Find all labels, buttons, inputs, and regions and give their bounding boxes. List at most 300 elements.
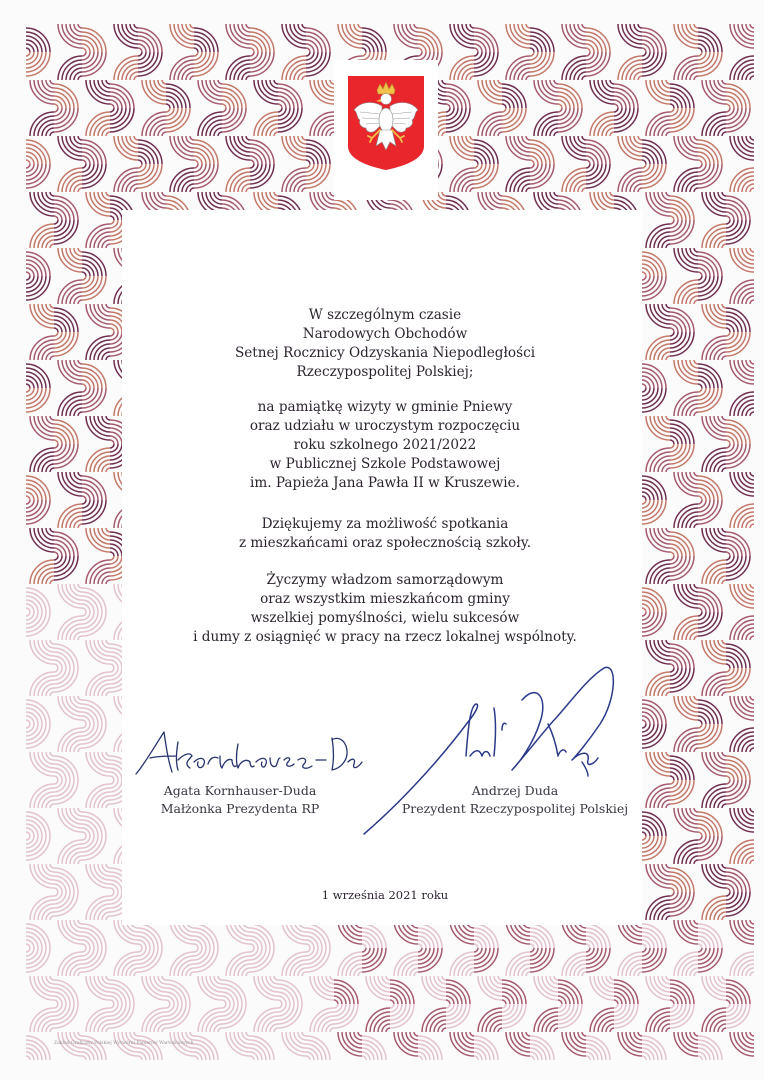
border-arc-tile bbox=[362, 948, 386, 972]
border-arc-tile bbox=[306, 140, 330, 164]
border-arc-tile bbox=[254, 976, 278, 1000]
border-arc-tile bbox=[82, 52, 106, 76]
border-arc-tile bbox=[450, 136, 474, 160]
border-arc-tile bbox=[618, 168, 642, 192]
border-arc-tile bbox=[730, 952, 754, 976]
border-arc-tile bbox=[726, 556, 750, 580]
text-block-thanks bbox=[150, 515, 620, 553]
border-arc-tile bbox=[226, 952, 250, 976]
border-arc-tile bbox=[394, 952, 418, 976]
border-arc-tile bbox=[58, 920, 82, 944]
border-arc-tile bbox=[646, 112, 670, 136]
border-arc-tile bbox=[58, 472, 82, 496]
border-arc-tile bbox=[450, 56, 474, 80]
border-arc-tile bbox=[618, 952, 642, 976]
border-arc-tile bbox=[58, 696, 82, 720]
border-arc-tile bbox=[646, 784, 670, 808]
border-arc-tile bbox=[194, 164, 218, 188]
border-arc-tile bbox=[58, 360, 82, 384]
border-arc-tile bbox=[250, 28, 274, 52]
border-arc-tile bbox=[702, 448, 726, 472]
border-arc-tile bbox=[170, 56, 194, 80]
border-arc-tile bbox=[562, 24, 586, 48]
border-arc-tile bbox=[30, 416, 54, 440]
border-arc-tile bbox=[530, 948, 554, 972]
border-arc-tile bbox=[86, 560, 110, 584]
border-arc-tile bbox=[54, 644, 78, 668]
border-arc-tile bbox=[670, 532, 694, 556]
border-arc-tile bbox=[58, 728, 82, 752]
border-arc-tile bbox=[82, 500, 106, 524]
border-arc-tile bbox=[362, 28, 386, 52]
border-arc-tile bbox=[310, 1008, 334, 1032]
border-arc-tile bbox=[26, 476, 50, 500]
border-arc-tile bbox=[586, 924, 610, 948]
border-arc-tile bbox=[86, 448, 110, 472]
border-arc-tile bbox=[698, 588, 722, 612]
border-arc-tile bbox=[366, 1008, 390, 1032]
border-arc-tile bbox=[478, 80, 502, 104]
text-line: i dumy z osiągnięć w pracy na rzecz lokalnej wspólnoty. bbox=[193, 629, 577, 645]
border-arc-tile bbox=[198, 80, 222, 104]
border-arc-tile bbox=[250, 140, 274, 164]
border-arc-tile bbox=[170, 952, 194, 976]
border-arc-tile bbox=[698, 1036, 722, 1060]
border-arc-tile bbox=[26, 388, 50, 412]
border-arc-tile bbox=[646, 1008, 670, 1032]
border-arc-tile bbox=[26, 164, 50, 188]
border-arc-tile bbox=[562, 168, 586, 192]
border-arc-tile bbox=[698, 388, 722, 412]
border-arc-tile bbox=[250, 1036, 274, 1060]
border-arc-tile bbox=[702, 560, 726, 584]
border-arc-tile bbox=[646, 416, 670, 440]
text-line: Życzymy władzom samorządowym bbox=[266, 572, 504, 588]
border-arc-tile bbox=[698, 476, 722, 500]
border-arc-tile bbox=[166, 1004, 190, 1028]
border-arc-tile bbox=[226, 56, 250, 80]
border-arc-tile bbox=[30, 784, 54, 808]
border-arc-tile bbox=[586, 140, 610, 164]
border-arc-tile bbox=[642, 836, 666, 860]
border-arc-tile bbox=[506, 136, 530, 160]
border-arc-tile bbox=[26, 364, 50, 388]
border-arc-tile bbox=[670, 220, 694, 244]
border-arc-tile bbox=[310, 112, 334, 136]
border-arc-tile bbox=[254, 80, 278, 104]
border-arc-tile bbox=[446, 1004, 470, 1028]
border-arc-tile bbox=[670, 556, 694, 580]
border-arc-tile bbox=[726, 780, 750, 804]
border-arc-tile bbox=[306, 164, 330, 188]
border-arc-tile bbox=[30, 528, 54, 552]
border-arc-tile bbox=[730, 360, 754, 384]
border-arc-tile bbox=[474, 52, 498, 76]
border-arc-tile bbox=[82, 164, 106, 188]
border-arc-tile bbox=[30, 192, 54, 216]
border-arc-tile bbox=[506, 952, 530, 976]
border-arc-tile bbox=[26, 1036, 50, 1060]
border-arc-tile bbox=[110, 84, 134, 108]
border-arc-tile bbox=[590, 1008, 614, 1032]
border-arc-tile bbox=[334, 1004, 358, 1028]
border-arc-tile bbox=[698, 812, 722, 836]
border-arc-tile bbox=[534, 112, 558, 136]
border-arc-tile bbox=[54, 668, 78, 692]
border-arc-tile bbox=[278, 1004, 302, 1028]
border-arc-tile bbox=[54, 84, 78, 108]
border-arc-tile bbox=[194, 140, 218, 164]
border-arc-tile bbox=[222, 108, 246, 132]
border-arc-tile bbox=[58, 616, 82, 640]
border-arc-tile bbox=[702, 896, 726, 920]
border-arc-tile bbox=[698, 164, 722, 188]
border-arc-tile bbox=[450, 24, 474, 48]
border-arc-tile bbox=[86, 976, 110, 1000]
border-arc-tile bbox=[30, 896, 54, 920]
border-arc-tile bbox=[646, 672, 670, 696]
border-arc-tile bbox=[86, 640, 110, 664]
border-arc-tile bbox=[422, 1008, 446, 1032]
border-arc-tile bbox=[82, 836, 106, 860]
border-arc-tile bbox=[166, 980, 190, 1004]
border-arc-tile bbox=[726, 84, 750, 108]
border-arc-tile bbox=[702, 864, 726, 888]
border-arc-tile bbox=[562, 952, 586, 976]
signatory-right-title: Prezydent Rzeczypospolitej Polskiej bbox=[401, 801, 629, 816]
border-arc-tile bbox=[502, 84, 526, 108]
border-arc-tile bbox=[194, 1036, 218, 1060]
border-arc-tile bbox=[726, 308, 750, 332]
border-arc-tile bbox=[86, 304, 110, 328]
border-arc-tile bbox=[670, 1004, 694, 1028]
border-arc-tile bbox=[54, 308, 78, 332]
border-arc-tile bbox=[110, 108, 134, 132]
border-arc-tile bbox=[726, 1004, 750, 1028]
border-arc-tile bbox=[254, 112, 278, 136]
signatory-right bbox=[390, 782, 640, 818]
border-arc-tile bbox=[282, 168, 306, 192]
border-arc-tile bbox=[698, 52, 722, 76]
border-arc-tile bbox=[58, 952, 82, 976]
border-arc-tile bbox=[82, 1036, 106, 1060]
border-arc-tile bbox=[418, 1036, 442, 1060]
border-arc-tile bbox=[30, 976, 54, 1000]
border-arc-tile bbox=[86, 416, 110, 440]
border-arc-tile bbox=[726, 868, 750, 892]
border-arc-tile bbox=[702, 80, 726, 104]
border-arc-tile bbox=[310, 976, 334, 1000]
border-arc-tile bbox=[26, 588, 50, 612]
border-arc-tile bbox=[26, 948, 50, 972]
border-arc-tile bbox=[30, 752, 54, 776]
border-arc-tile bbox=[82, 276, 106, 300]
border-arc-tile bbox=[698, 724, 722, 748]
border-arc-tile bbox=[110, 980, 134, 1004]
border-arc-tile bbox=[698, 252, 722, 276]
border-arc-tile bbox=[474, 948, 498, 972]
border-arc-tile bbox=[726, 892, 750, 916]
border-arc-tile bbox=[86, 192, 110, 216]
border-arc-tile bbox=[726, 196, 750, 220]
border-arc-tile bbox=[730, 808, 754, 832]
border-arc-tile bbox=[278, 980, 302, 1004]
border-arc-tile bbox=[726, 668, 750, 692]
border-arc-tile bbox=[58, 392, 82, 416]
border-arc-tile bbox=[730, 248, 754, 272]
border-arc-tile bbox=[674, 392, 698, 416]
border-arc-tile bbox=[82, 924, 106, 948]
border-arc-tile bbox=[194, 52, 218, 76]
border-arc-tile bbox=[530, 140, 554, 164]
border-arc-tile bbox=[730, 504, 754, 528]
border-arc-tile bbox=[646, 304, 670, 328]
border-arc-tile bbox=[282, 56, 306, 80]
border-arc-tile bbox=[86, 1008, 110, 1032]
border-arc-tile bbox=[530, 164, 554, 188]
border-arc-tile bbox=[698, 948, 722, 972]
border-arc-tile bbox=[642, 612, 666, 636]
border-arc-tile bbox=[674, 136, 698, 160]
white-eagle-emblem-icon bbox=[346, 74, 426, 172]
border-arc-tile bbox=[82, 612, 106, 636]
border-arc-tile bbox=[86, 896, 110, 920]
border-arc-tile bbox=[26, 500, 50, 524]
border-arc-tile bbox=[558, 1004, 582, 1028]
border-arc-tile bbox=[670, 644, 694, 668]
border-arc-tile bbox=[698, 28, 722, 52]
border-arc-tile bbox=[82, 388, 106, 412]
border-arc-tile bbox=[30, 304, 54, 328]
border-arc-tile bbox=[54, 108, 78, 132]
border-arc-tile bbox=[618, 1032, 642, 1056]
border-arc-tile bbox=[138, 28, 162, 52]
border-arc-tile bbox=[86, 336, 110, 360]
border-arc-tile bbox=[558, 84, 582, 108]
text-line: Dziękujemy za możliwość spotkania bbox=[261, 516, 509, 532]
border-arc-tile bbox=[670, 780, 694, 804]
border-arc-tile bbox=[698, 500, 722, 524]
border-arc-tile bbox=[698, 700, 722, 724]
border-arc-tile bbox=[446, 84, 470, 108]
signatory-left bbox=[140, 782, 340, 818]
border-arc-tile bbox=[58, 136, 82, 160]
border-arc-tile bbox=[198, 976, 222, 1000]
border-arc-tile bbox=[138, 948, 162, 972]
border-arc-tile bbox=[558, 108, 582, 132]
border-arc-tile bbox=[226, 136, 250, 160]
border-arc-tile bbox=[418, 948, 442, 972]
border-arc-tile bbox=[26, 140, 50, 164]
border-arc-tile bbox=[586, 1036, 610, 1060]
border-arc-tile bbox=[646, 336, 670, 360]
border-arc-tile bbox=[334, 980, 358, 1004]
border-arc-tile bbox=[26, 924, 50, 948]
border-arc-tile bbox=[194, 948, 218, 972]
border-arc-tile bbox=[730, 168, 754, 192]
border-arc-tile bbox=[250, 52, 274, 76]
border-arc-tile bbox=[114, 56, 138, 80]
border-arc-tile bbox=[110, 1004, 134, 1028]
border-arc-tile bbox=[646, 560, 670, 584]
border-arc-tile bbox=[590, 976, 614, 1000]
border-arc-tile bbox=[674, 1032, 698, 1056]
border-arc-tile bbox=[670, 308, 694, 332]
border-arc-tile bbox=[58, 504, 82, 528]
border-arc-tile bbox=[530, 52, 554, 76]
border-arc-tile bbox=[390, 980, 414, 1004]
border-arc-tile bbox=[282, 136, 306, 160]
text-block-occasion bbox=[150, 306, 620, 382]
text-line: Narodowych Obchodów bbox=[302, 326, 468, 342]
border-arc-tile bbox=[278, 108, 302, 132]
border-arc-tile bbox=[198, 1008, 222, 1032]
signature-left-handwriting bbox=[128, 722, 368, 782]
border-arc-tile bbox=[502, 108, 526, 132]
border-arc-tile bbox=[670, 332, 694, 356]
border-arc-tile bbox=[730, 392, 754, 416]
border-arc-tile bbox=[30, 640, 54, 664]
border-arc-tile bbox=[26, 812, 50, 836]
border-arc-tile bbox=[474, 924, 498, 948]
border-arc-tile bbox=[54, 1004, 78, 1028]
border-arc-tile bbox=[58, 56, 82, 80]
border-arc-tile bbox=[86, 864, 110, 888]
border-arc-tile bbox=[670, 420, 694, 444]
border-arc-tile bbox=[674, 280, 698, 304]
border-arc-tile bbox=[418, 924, 442, 948]
border-arc-tile bbox=[642, 28, 666, 52]
border-arc-tile bbox=[478, 1008, 502, 1032]
border-arc-tile bbox=[702, 976, 726, 1000]
border-arc-tile bbox=[642, 252, 666, 276]
border-arc-tile bbox=[730, 584, 754, 608]
border-arc-tile bbox=[26, 252, 50, 276]
border-arc-tile bbox=[562, 1032, 586, 1056]
border-arc-tile bbox=[702, 224, 726, 248]
border-arc-tile bbox=[58, 168, 82, 192]
border-arc-tile bbox=[726, 532, 750, 556]
border-arc-tile bbox=[674, 248, 698, 272]
border-arc-tile bbox=[362, 924, 386, 948]
border-arc-tile bbox=[730, 56, 754, 80]
border-arc-tile bbox=[226, 1032, 250, 1056]
letter-date: 1 września 2021 roku bbox=[321, 888, 449, 902]
emblem-frame bbox=[342, 70, 430, 176]
border-arc-tile bbox=[674, 472, 698, 496]
border-arc-tile bbox=[26, 276, 50, 300]
border-arc-tile bbox=[450, 952, 474, 976]
border-arc-tile bbox=[54, 420, 78, 444]
border-arc-tile bbox=[82, 700, 106, 724]
border-arc-tile bbox=[590, 80, 614, 104]
border-arc-tile bbox=[142, 1008, 166, 1032]
border-arc-tile bbox=[730, 728, 754, 752]
border-arc-tile bbox=[138, 52, 162, 76]
border-arc-tile bbox=[646, 976, 670, 1000]
border-arc-tile bbox=[86, 752, 110, 776]
border-arc-tile bbox=[114, 168, 138, 192]
border-arc-tile bbox=[26, 724, 50, 748]
border-arc-tile bbox=[726, 644, 750, 668]
border-arc-tile bbox=[702, 528, 726, 552]
border-arc-tile bbox=[586, 164, 610, 188]
border-arc-tile bbox=[250, 948, 274, 972]
border-arc-tile bbox=[670, 196, 694, 220]
border-arc-tile bbox=[642, 364, 666, 388]
border-arc-tile bbox=[642, 388, 666, 412]
border-arc-tile bbox=[642, 588, 666, 612]
border-arc-tile bbox=[698, 276, 722, 300]
border-arc-tile bbox=[642, 140, 666, 164]
border-arc-tile bbox=[614, 1004, 638, 1028]
border-arc-tile bbox=[30, 864, 54, 888]
border-arc-tile bbox=[562, 136, 586, 160]
border-arc-tile bbox=[338, 1032, 362, 1056]
border-arc-tile bbox=[306, 948, 330, 972]
border-arc-tile bbox=[26, 836, 50, 860]
border-arc-tile bbox=[502, 980, 526, 1004]
border-arc-tile bbox=[86, 672, 110, 696]
border-arc-tile bbox=[506, 56, 530, 80]
border-arc-tile bbox=[478, 112, 502, 136]
border-arc-tile bbox=[674, 728, 698, 752]
border-arc-tile bbox=[170, 24, 194, 48]
border-arc-tile bbox=[586, 52, 610, 76]
border-arc-tile bbox=[590, 112, 614, 136]
border-arc-tile bbox=[86, 80, 110, 104]
border-arc-tile bbox=[30, 560, 54, 584]
border-arc-tile bbox=[142, 976, 166, 1000]
border-arc-tile bbox=[282, 1032, 306, 1056]
border-arc-tile bbox=[222, 1004, 246, 1028]
border-arc-tile bbox=[642, 924, 666, 948]
border-arc-tile bbox=[418, 28, 442, 52]
border-arc-tile bbox=[674, 616, 698, 640]
border-arc-tile bbox=[670, 892, 694, 916]
border-arc-tile bbox=[478, 976, 502, 1000]
text-line: Setnej Rocznicy Odzyskania Niepodległości bbox=[234, 345, 536, 361]
text-line: w Publicznej Szkole Podstawowej bbox=[269, 456, 501, 472]
border-arc-tile bbox=[702, 112, 726, 136]
border-arc-tile bbox=[674, 504, 698, 528]
border-arc-tile bbox=[30, 80, 54, 104]
border-arc-tile bbox=[674, 696, 698, 720]
border-arc-tile bbox=[86, 784, 110, 808]
border-arc-tile bbox=[674, 360, 698, 384]
text-line: wszelkiej pomyślności, wielu sukcesów bbox=[250, 610, 520, 626]
border-arc-tile bbox=[58, 584, 82, 608]
border-arc-tile bbox=[198, 112, 222, 136]
border-arc-tile bbox=[674, 952, 698, 976]
border-arc-tile bbox=[670, 668, 694, 692]
border-arc-tile bbox=[646, 80, 670, 104]
border-arc-tile bbox=[54, 196, 78, 220]
border-arc-tile bbox=[194, 28, 218, 52]
border-arc-tile bbox=[698, 924, 722, 948]
border-arc-tile bbox=[702, 192, 726, 216]
border-arc-tile bbox=[306, 924, 330, 948]
border-arc-tile bbox=[26, 52, 50, 76]
border-arc-tile bbox=[194, 924, 218, 948]
border-arc-tile bbox=[614, 980, 638, 1004]
border-arc-tile bbox=[306, 1036, 330, 1060]
border-arc-tile bbox=[138, 164, 162, 188]
border-arc-tile bbox=[54, 980, 78, 1004]
border-arc-tile bbox=[618, 56, 642, 80]
border-arc-tile bbox=[646, 528, 670, 552]
border-arc-tile bbox=[586, 28, 610, 52]
